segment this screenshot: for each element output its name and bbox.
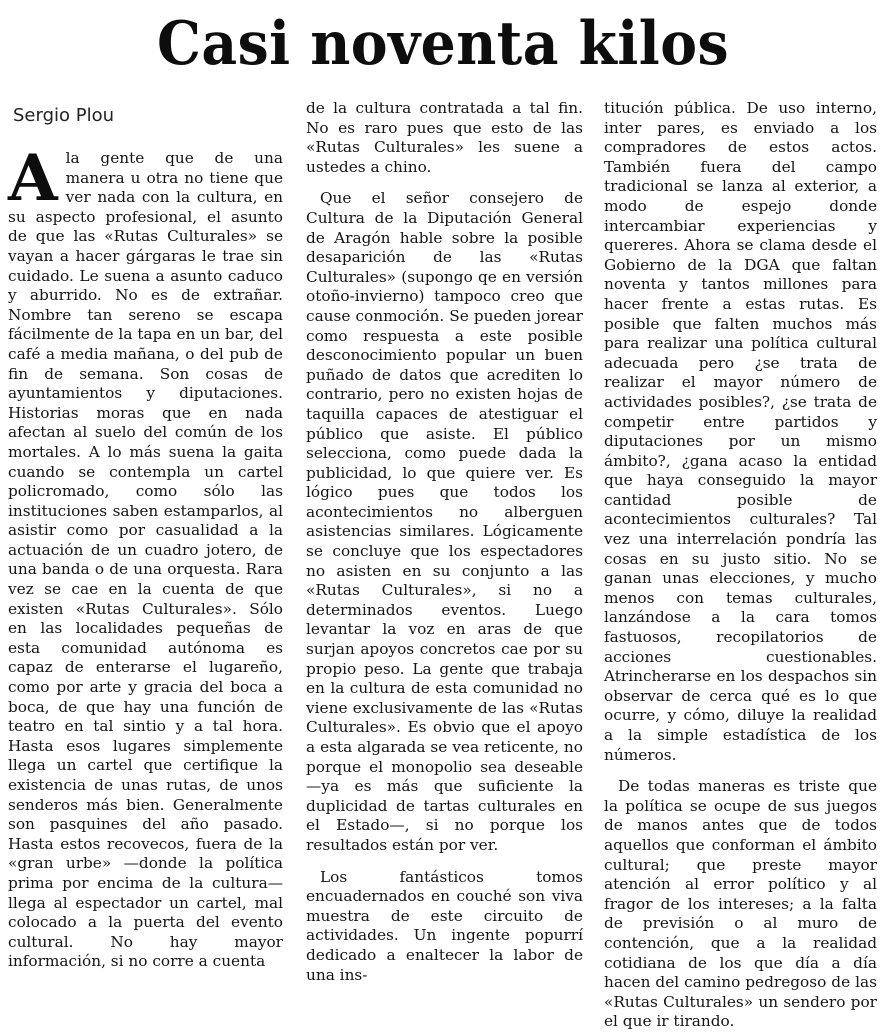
drop-cap: A: [8, 141, 58, 216]
article-column-3: [604, 99, 877, 1032]
paragraph: la gente que de una manera u otra no tiene que ver nada con la cultura, en su aspecto profesional, el asunto de que las «Rutas Culturales» se vayan a hacer gárgaras le trae sin cuidado. Le suena a asunto caduco y aburrido. No es de extrañar. Nombre tan sereno se escapa fácilmente de la tapa en un bar, del café a media mañana, o del pub de fin de semana. Son cosas de ayuntamientos y diputaciones. Historias moras que en nada afectan al suelo del común de los mortales. A lo más suena la gaita cuando se contempla un cartel policromado, como sólo las instituciones saben estamparlos, al asistir como por casualidad a la actuación de un cuadro jotero, de una banda o de una orquesta. Rara vez se cae en la cuenta de que existen «Rutas Culturales». Sólo en las localidades pequeñas de esta comunidad autónoma es capaz de enterarse el lugareño, como por arte y gracia del boca a boca, de que hay una función de teatro en tal sintio y a tal hora. Hasta esos lugares simplemente llega un cartel que certifique la existencia de unas rutas, de unos senderos más bien. Generalmente son pasquines del año pasado. Hasta estos recovecos, fuera de la «gran urbe» —donde la política prima por encima de la cultura— llega al espectador un cartel, mal colocado a la puerta del evento cultural. No hay mayor información, si no corre a cuenta: [8, 149, 283, 971]
paragraph: titución pública. De uso interno, inter pares, es enviado a los compradores de estos actos. También fuera del campo tradicional se lanza al exterior, a modo de espejo donde intercambiar experiencias y quereres. Ahora se clama desde el Gobierno de la DGA que faltan noventa y tantos millones para hacer frente a estas rutas. Es posible que falten muchos más para realizar una política cultural adecuada pero ¿se trata de realizar el mayor número de actividades posibles?, ¿se trata de competir entre partidos y diputaciones por un mismo ámbito?, ¿gana acaso la entidad que haya conseguido la mayor cantidad posible de acontecimientos culturales? Tal vez una interrelación pondría las cosas en su justo sitio. No se ganan unas elecciones, y mucho menos con temas culturales, lanzándose a la cara tomos fastuosos, recopilatorios de acciones cuestionables. Atrincherarse en los despachos sin observar de cerca qué es lo que ocurre, y cómo, diluye la realidad a la simple estadística de los números.: [604, 99, 877, 764]
paragraph: Los fantásticos tomos encuadernados en couché son viva muestra de este circuito de actividades. Un ingente popurrí dedicado a enaltecer la labor de una ins-: [306, 867, 583, 984]
article-column-2: [306, 99, 583, 985]
headline: Casi noventa kilos: [156, 9, 730, 79]
byline: Sergio Plou: [13, 105, 115, 126]
paragraph: De todas maneras es triste que la política se ocupe de sus juegos de manos antes que de todos aquellos que conforman el ámbito cultural; que preste mayor atención al error político y al fragor de los intereses; a la falta de previsión o al muro de contención, que a la realidad cotidiana de los que día a día hacen del camino pedregoso de las «Rutas Culturales» un sendero por el que ir tirando.: [604, 777, 877, 1031]
paragraph: de la cultura contratada a tal fin. No es raro pues que esto de las «Rutas Culturales» les suene a ustedes a chino.: [306, 99, 583, 176]
paragraph: Que el señor consejero de Cultura de la Diputación General de Aragón hable sobre la posible desaparición de las «Rutas Culturales» (supongo qe en versión otoño-invierno) tampoco creo que cause conmoción. Se pueden jorear como respuesta a este posible desconocimiento popular un buen puñado de datos que acrediten lo contrario, pero no existen hojas de taquilla capaces de atestiguar el público que asiste. El público selecciona, como puede dada la publicidad, lo que quiere ver. Es lógico pues que todos los acontecimientos no alberguen asistencias similares. Lógicamente se concluye que los espectadores no asisten en su conjunto a las «Rutas Culturales», si no a determinados eventos. Luego levantar la voz en aras de que surjan apoyos concretos cae por su propio peso. La gente que trabaja en la cultura de esta comunidad no viene exclusivamente de las «Rutas Culturales». Es obvio que el apoyo a esta algarada se vea reticente, no porque el monopolio sea deseable —ya es más que suficiente la duplicidad de tartas culturales en el Estado—, si no porque los resultados están por ver.: [306, 189, 583, 854]
article-column-1: [8, 141, 283, 972]
